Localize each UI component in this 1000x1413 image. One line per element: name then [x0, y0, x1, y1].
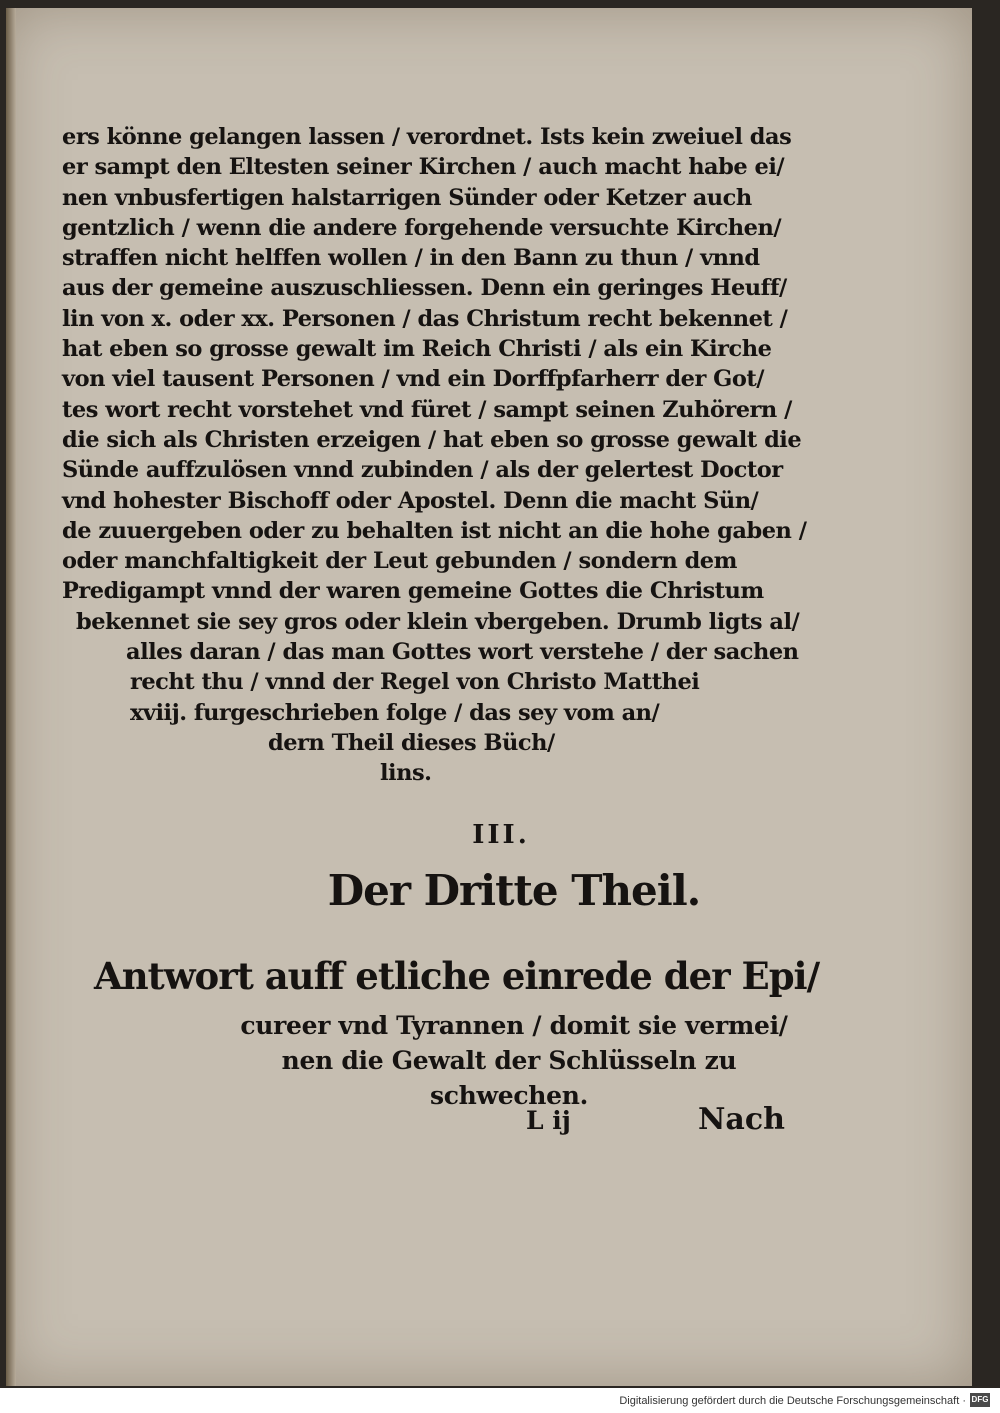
chapter-subheading-line: schwechen. [429, 1081, 589, 1110]
chapter-subheading-line: cureer vnd Tyrannen / domit sie vermei/ [240, 1011, 788, 1040]
body-line: die sich als Christen erzeigen / hat eben so grosse gewalt die [62, 426, 802, 453]
body-line: bekennet sie sey gros oder klein vbergeben. Drumb ligts al/ [76, 608, 800, 635]
body-line: gentzlich / wenn die andere forgehende versuchte Kirchen/ [62, 214, 782, 241]
body-line: vnd hohester Bischoff oder Apostel. Denn die macht Sün/ [62, 487, 759, 514]
chapter-subheading-line: nen die Gewalt der Schlüsseln zu [281, 1046, 737, 1075]
body-line: er sampt den Eltesten seiner Kirchen / auch macht habe ei/ [62, 154, 785, 181]
body-line: xviij. furgeschrieben folge / das sey vom an/ [130, 699, 660, 726]
body-line: lins. [380, 760, 432, 787]
catchword: Nach [698, 1102, 785, 1137]
body-line: lin von x. oder xx. Personen / das Christum recht bekennet / [62, 305, 788, 332]
section-title: Der Dritte Theil. [327, 866, 701, 915]
book-page [6, 8, 972, 1386]
page-gutter-shadow [6, 8, 16, 1386]
body-line: alles daran / das man Gottes wort verstehe / der sachen [126, 639, 799, 666]
chapter-heading: Antwort auff etliche einrede der Epi/ [94, 954, 820, 998]
dfg-logo: DFG [970, 1393, 990, 1407]
body-line: recht thu / vnnd der Regel von Christo Matthei [130, 669, 700, 696]
body-text [62, 122, 807, 789]
body-line: hat eben so grosse gewalt im Reich Christi / als ein Kirche [62, 336, 772, 363]
body-line: ers könne gelangen lassen / verordnet. Ists kein zweiuel das [62, 124, 792, 150]
section-number: III. [472, 820, 530, 850]
body-line: dern Theil dieses Büch/ [268, 729, 555, 756]
signature-mark: L ij [526, 1106, 571, 1135]
body-line: Sünde auffzulösen vnnd zubinden / als der gelertest Doctor [62, 457, 783, 484]
body-line: aus der gemeine auszuschliessen. Denn ein geringes Heuff/ [62, 275, 787, 302]
footer-credit: Digitalisierung gefördert durch die Deutsche Forschungsgemeinschaft · [619, 1395, 966, 1407]
body-line: de zuuergeben oder zu behalten ist nicht an die hohe gaben / [62, 517, 807, 544]
body-line: oder manchfaltigkeit der Leut gebunden / sondern dem [62, 548, 737, 575]
body-line: nen vnbusfertigen halstarrigen Sünder oder Ketzer auch [62, 184, 752, 211]
body-line: Predigampt vnnd der waren gemeine Gottes die Christum [62, 578, 764, 605]
body-line: tes wort recht vorstehet vnd füret / sampt seinen Zuhörern / [62, 396, 792, 423]
body-line: von viel tausent Personen / vnd ein Dorffpfarherr der Got/ [62, 366, 764, 393]
body-line: straffen nicht helffen wollen / in den Bann zu thun / vnnd [62, 245, 760, 272]
